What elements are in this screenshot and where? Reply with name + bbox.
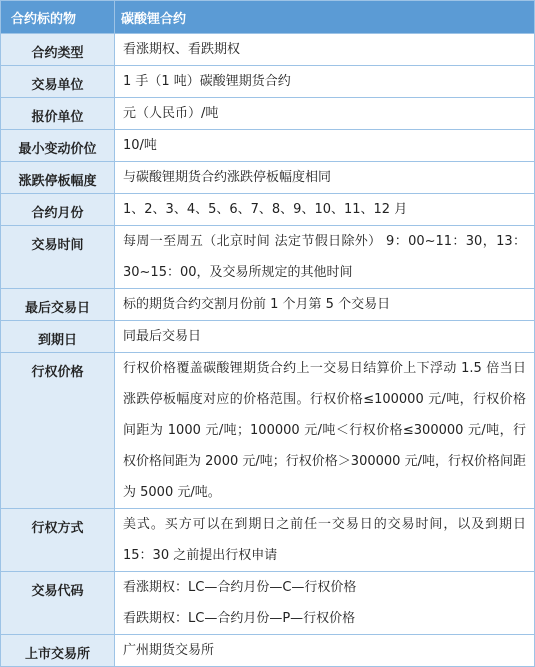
row-label: 交易单位 xyxy=(1,66,115,98)
value-line: 看跌期权：LC—合约月份—P—行权价格 xyxy=(123,611,356,626)
table-row xyxy=(1,34,535,66)
row-label: 最后交易日 xyxy=(1,289,115,321)
row-label: 合约类型 xyxy=(1,34,115,66)
table-row xyxy=(1,98,535,130)
row-value xyxy=(115,66,535,98)
value-line: 每周一至周五（北京时间 法定节假日除外） 9：00~11：30，13：30~15：00，及交易所规定的其他时间 xyxy=(123,234,526,280)
row-value xyxy=(115,353,535,509)
header-value-cell: 碳酸锂合约 xyxy=(115,1,535,34)
row-value xyxy=(115,509,535,572)
value-line: 1 手（1 吨）碳酸锂期货合约 xyxy=(123,74,291,89)
value-line: 行权价格覆盖碳酸锂期货合约上一交易日结算价上下浮动 1.5 倍当日涨跌停板幅度对应的价格范围。行权价格≤100000 元/吨，行权价格间距为 1000 元/吨；100000 元/吨＜行权价格≤300000 元/吨，行权价格间距为 2000 元/吨；行权价格＞300000 元/吨，行权价格间距为 5000 元/吨。 xyxy=(123,361,526,500)
row-value xyxy=(115,289,535,321)
row-value xyxy=(115,321,535,353)
row-label: 涨跌停板幅度 xyxy=(1,162,115,194)
table-row xyxy=(1,635,535,667)
value-line: 1、2、3、4、5、6、7、8、9、10、11、12 月 xyxy=(123,202,408,217)
row-value xyxy=(115,130,535,162)
value-line: 看涨期权：LC—合约月份—C—行权价格 xyxy=(123,580,357,595)
table-row xyxy=(1,321,535,353)
table-row xyxy=(1,353,535,509)
row-value xyxy=(115,34,535,66)
row-label: 合约月份 xyxy=(1,194,115,226)
row-label: 上市交易所 xyxy=(1,635,115,667)
value-line: 同最后交易日 xyxy=(123,329,202,344)
value-line: 10/吨 xyxy=(123,138,157,153)
row-value xyxy=(115,572,535,635)
row-label: 交易时间 xyxy=(1,226,115,289)
row-label: 行权价格 xyxy=(1,353,115,509)
table-row xyxy=(1,509,535,572)
value-line: 元（人民币）/吨 xyxy=(123,106,219,121)
table-row xyxy=(1,130,535,162)
row-label: 最小变动价位 xyxy=(1,130,115,162)
row-value xyxy=(115,226,535,289)
value-line: 广州期货交易所 xyxy=(123,643,215,658)
row-label: 报价单位 xyxy=(1,98,115,130)
table-row xyxy=(1,66,535,98)
value-line: 美式。买方可以在到期日之前任一交易日的交易时间，以及到期日 15：30 之前提出行权申请 xyxy=(123,517,526,563)
row-value xyxy=(115,98,535,130)
table-row xyxy=(1,226,535,289)
table-row xyxy=(1,572,535,635)
table-row xyxy=(1,289,535,321)
table-header-row xyxy=(1,1,535,34)
row-label: 到期日 xyxy=(1,321,115,353)
table-row xyxy=(1,194,535,226)
value-line: 与碳酸锂期货合约涨跌停板幅度相同 xyxy=(123,170,332,185)
row-value xyxy=(115,194,535,226)
row-value xyxy=(115,162,535,194)
row-label: 行权方式 xyxy=(1,509,115,572)
header-label-cell: 合约标的物 xyxy=(1,1,115,34)
row-value xyxy=(115,635,535,667)
row-label: 交易代码 xyxy=(1,572,115,635)
value-line: 看涨期权、看跌期权 xyxy=(123,42,241,57)
value-line: 标的期货合约交割月份前 1 个月第 5 个交易日 xyxy=(123,297,391,312)
table-row xyxy=(1,162,535,194)
